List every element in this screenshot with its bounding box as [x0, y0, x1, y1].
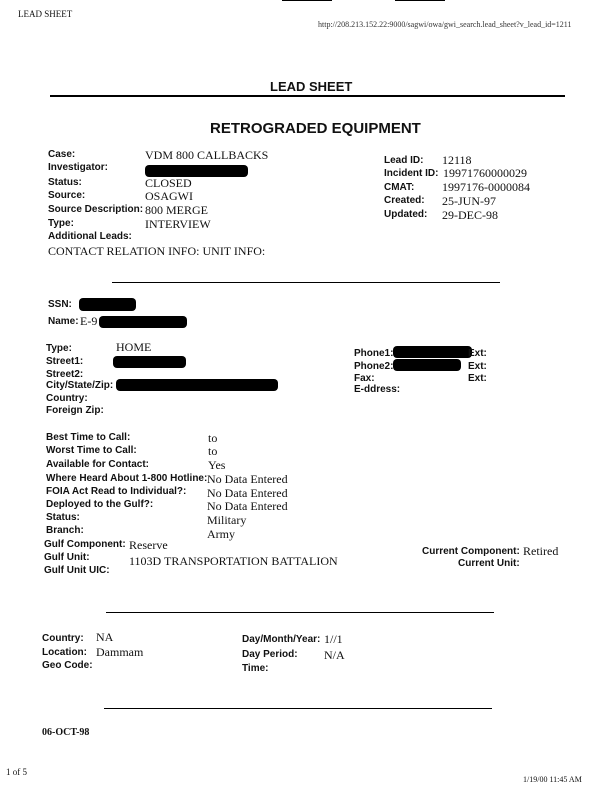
lead-id-value: 12118 [442, 153, 472, 167]
section-divider [104, 708, 492, 709]
document-subtitle: RETROGRADED EQUIPMENT [210, 120, 421, 137]
available-label: Available for Contact: [46, 459, 149, 470]
phone2-ext-label: Ext: [468, 361, 487, 372]
status-value: CLOSED [145, 176, 192, 190]
military-status-label: Status: [46, 512, 80, 523]
name-label: Name: [48, 316, 79, 327]
deployed-label: Deployed to the Gulf?: [46, 499, 154, 510]
section-divider [106, 612, 494, 613]
updated-value: 29-DEC-98 [442, 208, 498, 222]
scan-mark [282, 0, 332, 1]
header-title: LEAD SHEET [18, 9, 73, 19]
phone1-label: Phone1: [354, 348, 394, 359]
name-prefix: E-9 [80, 314, 98, 328]
gulf-component-label: Gulf Component: [44, 539, 126, 550]
created-value: 25-JUN-97 [442, 194, 496, 208]
contact-relation-info: CONTACT RELATION INFO: UNIT INFO: [48, 244, 266, 258]
gulf-unit-value: 1103D TRANSPORTATION BATTALION [129, 554, 338, 568]
fax-ext-label: Ext: [468, 373, 487, 384]
source-label: Source: [48, 190, 86, 201]
type-label: Type: [48, 218, 74, 229]
street1-label: Street1: [46, 356, 84, 367]
current-component-value: Retired [523, 544, 559, 558]
gulf-component-value: Reserve [129, 538, 168, 552]
updated-label: Updated: [384, 209, 428, 220]
city-state-zip-redaction [116, 379, 278, 391]
street2-label: Street2: [46, 369, 84, 380]
title-underline [50, 95, 565, 97]
ssn-redaction [79, 298, 136, 311]
street1-redaction [113, 356, 186, 368]
worst-time-label: Worst Time to Call: [46, 445, 137, 456]
document-title: LEAD SHEET [270, 79, 353, 94]
footer-date: 06-OCT-98 [42, 727, 90, 738]
phone1-redaction [393, 346, 472, 358]
investigator-label: Investigator: [48, 162, 109, 173]
source-value: OSAGWI [145, 189, 193, 203]
type-value: INTERVIEW [145, 217, 211, 231]
day-month-year-value: 1//1 [324, 632, 343, 646]
best-time-value: to [208, 431, 218, 445]
country-label: Country: [46, 393, 88, 404]
location-country-value: NA [96, 630, 114, 644]
location-country-label: Country: [42, 633, 84, 644]
worst-time-value: to [208, 444, 218, 458]
case-value: VDM 800 CALLBACKS [145, 148, 269, 162]
day-month-year-label: Day/Month/Year: [242, 634, 321, 645]
day-period-value: N/A [324, 648, 345, 662]
created-label: Created: [384, 195, 425, 206]
current-component-label: Current Component: [422, 546, 520, 557]
current-unit-label: Current Unit: [458, 558, 520, 569]
case-label: Case: [48, 149, 76, 160]
best-time-label: Best Time to Call: [46, 432, 131, 443]
cmat-label: CMAT: [384, 182, 415, 193]
foreign-zip-label: Foreign Zip: [46, 405, 104, 416]
hotline-label: Where Heard About 1-800 Hotline: [46, 473, 208, 484]
scan-mark [395, 0, 445, 1]
section-divider [112, 282, 500, 283]
fax-label: Fax: [354, 373, 375, 384]
branch-value: Army [207, 527, 235, 541]
source-description-label: Source Description: [48, 204, 144, 215]
header-url: http://208.213.152.22:9000/sagwi/owa/gwi_search.lead_sheet?v_lead_id=1211 [318, 20, 572, 29]
status-label: Status: [48, 177, 82, 188]
military-status-value: Military [207, 513, 247, 527]
address-type-label: Type: [46, 343, 72, 354]
phone2-redaction [393, 359, 461, 371]
print-timestamp: 1/19/00 11:45 AM [523, 775, 582, 784]
incident-id-label: Incident ID: [384, 168, 439, 179]
phone2-label: Phone2: [354, 361, 394, 372]
gulf-unit-uic-label: Gulf Unit UIC: [44, 565, 110, 576]
day-period-label: Day Period: [242, 649, 298, 660]
foia-value: No Data Entered [207, 486, 288, 500]
location-label: Location: [42, 647, 87, 658]
page-number: 1 of 5 [6, 767, 27, 777]
foia-label: FOIA Act Read to Individual?: [46, 486, 187, 497]
geo-code-label: Geo Code: [42, 660, 93, 671]
time-label: Time: [242, 663, 269, 674]
incident-id-value: 19971760000029 [443, 166, 527, 180]
cmat-value: 1997176-0000084 [442, 180, 530, 194]
city-state-zip-label: City/State/Zip: [46, 380, 114, 391]
available-value: Yes [208, 458, 226, 472]
hotline-value: No Data Entered [207, 472, 288, 486]
deployed-value: No Data Entered [207, 499, 288, 513]
ssn-label: SSN: [48, 299, 72, 310]
lead-id-label: Lead ID: [384, 155, 424, 166]
email-label: E-ddress: [354, 384, 401, 395]
gulf-unit-label: Gulf Unit: [44, 552, 90, 563]
source-description-value: 800 MERGE [145, 203, 208, 217]
name-redaction [99, 316, 187, 328]
branch-label: Branch: [46, 525, 84, 536]
phone1-ext-label: Ext: [468, 348, 487, 359]
additional-leads-label: Additional Leads: [48, 231, 132, 242]
location-value: Dammam [96, 645, 144, 659]
address-type-value: HOME [116, 340, 152, 354]
